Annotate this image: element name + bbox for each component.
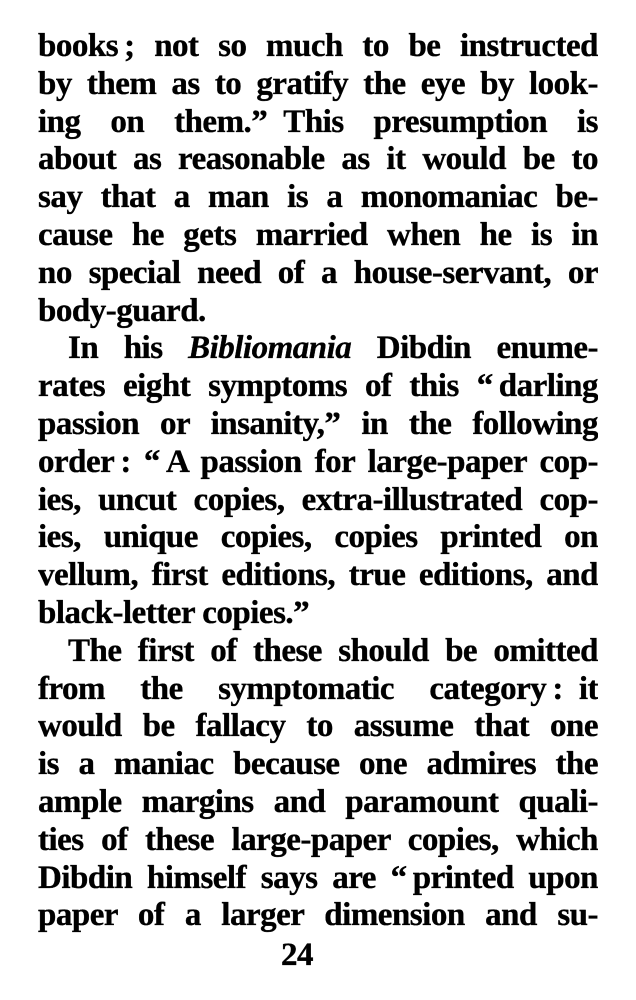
text-line <box>38 255 598 293</box>
text-line <box>38 822 598 860</box>
text-segment: Dibdin himself says are “ printed upon <box>38 859 598 896</box>
text-line <box>38 444 598 482</box>
italic-text-segment: Bibliomania <box>188 330 352 367</box>
text-segment: ample margins and paramount quali- <box>38 783 598 820</box>
text-line <box>38 557 598 595</box>
text-segment: The first of these should be omitted <box>68 632 598 669</box>
text-line <box>38 746 598 784</box>
text-line <box>38 784 598 822</box>
text-line <box>38 217 598 255</box>
text-segment: would be fallacy to assume that one <box>38 708 598 745</box>
page-text <box>38 28 598 935</box>
text-line <box>38 368 598 406</box>
text-line <box>38 28 598 66</box>
text-line <box>38 519 598 557</box>
text-segment: about as reasonable as it would be to <box>38 141 598 178</box>
text-segment: rates eight symptoms of this “ darling <box>38 368 598 405</box>
text-segment: body-guard. <box>38 292 206 329</box>
text-segment: books ; not so much to be instructed <box>38 28 598 64</box>
text-line <box>38 66 598 104</box>
text-segment: vellum, first editions, true editions, and <box>38 557 598 594</box>
text-segment: say that a man is a monomaniac be- <box>38 179 598 216</box>
text-segment: no special need of a house-servant, or <box>38 254 598 291</box>
text-segment: passion or insanity,” in the following <box>38 405 598 442</box>
text-segment: ties of these large-paper copies, which <box>38 821 598 858</box>
text-line <box>38 595 598 633</box>
text-segment: order : “ A passion for large-paper cop- <box>38 443 598 480</box>
text-line <box>38 860 598 898</box>
text-line <box>38 293 598 331</box>
text-line <box>38 406 598 444</box>
text-line <box>38 708 598 746</box>
page-number: 24 <box>281 937 313 973</box>
text-segment: paper of a larger dimension and su- <box>38 897 598 934</box>
text-line <box>38 671 598 709</box>
text-line <box>38 104 598 142</box>
text-segment: from the symptomatic category : it <box>38 670 598 707</box>
text-segment: black-letter copies.” <box>38 594 310 631</box>
text-segment: ies, uncut copies, extra-illustrated cop- <box>38 481 598 518</box>
text-segment: Dibdin enume- <box>351 330 598 367</box>
text-segment: ing on them.” This presumption is <box>38 103 598 140</box>
text-segment: cause he gets married when he is in <box>38 216 598 253</box>
text-line <box>38 482 598 520</box>
text-segment: ies, unique copies, copies printed on <box>38 519 598 556</box>
text-segment: In his <box>68 330 189 367</box>
text-line <box>38 897 598 935</box>
text-segment: by them as to gratify the eye by look- <box>38 65 598 102</box>
text-line <box>38 633 598 671</box>
text-line <box>38 141 598 179</box>
text-segment: is a maniac because one admires the <box>38 746 598 783</box>
text-line <box>38 330 598 368</box>
text-line <box>38 179 598 217</box>
